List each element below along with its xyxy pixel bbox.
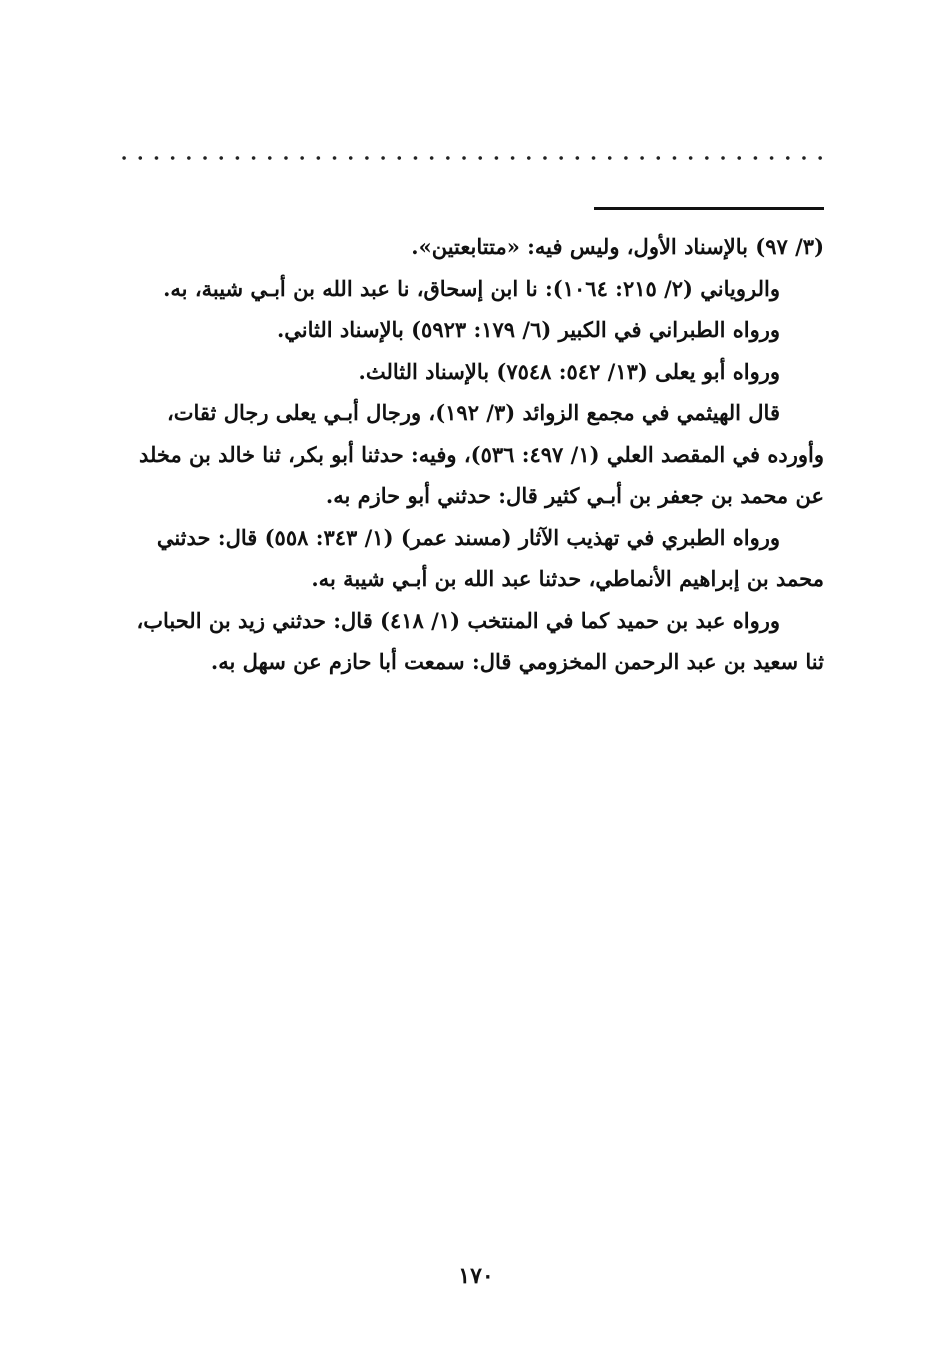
footnote-line: ورواه الطبراني في الكبير (٦/ ١٧٩: ٥٩٢٣) بالإسناد الثاني.: [276, 317, 780, 342]
dotted-separator: [116, 148, 824, 168]
footnote-line: ورواه عبد بن حميد كما في المنتخب (١/ ٤١٨) قال: حدثني زيد بن الحباب،: [136, 607, 780, 633]
page-number: ١٧٠: [458, 1263, 494, 1289]
footnote-line: عن محمد بن جعفر بن أبـي كثير قال: حدثني أبو حازم به.: [325, 483, 824, 508]
footnote-line: ورواه الطبري في تهذيب الآثار (مسند عمر) (١/ ٣٤٣: ٥٥٨) قال: حدثني: [156, 524, 780, 550]
footnote-line: ثنا سعيد بن عبد الرحمن المخزومي قال: سمعت أبا حازم عن سهل به.: [210, 649, 824, 674]
footnote-rule: [594, 207, 824, 210]
footnote-line: (٣/ ٩٧) بالإسناد الأول، وليس فيه: «متتابعتين».: [411, 234, 824, 259]
footnotes-block: [104, 226, 824, 683]
footnote-line: والروياني (٢/ ٢١٥: ١٠٦٤): نا ابن إسحاق، نا عبد الله بن أبـي شيبة، به.: [163, 275, 780, 301]
footnote-line: محمد بن إبراهيم الأنماطي، حدثنا عبد الله بن أبـي شيبة به.: [311, 566, 824, 591]
footnote-line: وأورده في المقصد العلي (١/ ٤٩٧: ٥٣٦)، وفيه: حدثنا أبو بكر، ثنا خالد بن مخلد: [138, 441, 824, 467]
footnote-line: قال الهيثمي في مجمع الزوائد (٣/ ١٩٢)، ورجال أبـي يعلى رجال ثقات،: [166, 400, 780, 425]
footnote-line: ورواه أبو يعلى (١٣/ ٥٤٢: ٧٥٤٨) بالإسناد الثالث.: [358, 358, 780, 384]
